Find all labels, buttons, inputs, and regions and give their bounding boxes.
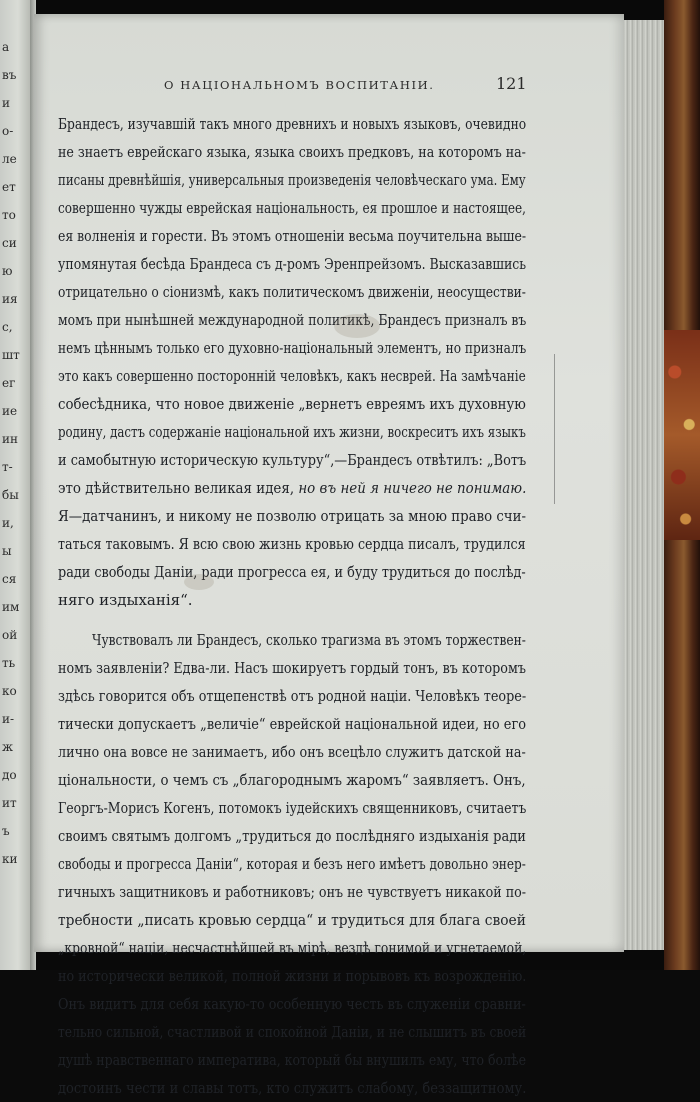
text-line: своимъ святымъ долгомъ „трудиться до послѣдняго издыханія ради bbox=[58, 827, 526, 845]
text-line: лично она вовсе не занимаетъ, ибо онъ всецѣло служитъ датской на- bbox=[58, 743, 526, 761]
left-page-fragment: ко bbox=[2, 684, 17, 698]
text-line: собесѣдника, что новое движеніе „вернетъ евреямъ ихъ духовную bbox=[58, 395, 526, 413]
left-page-fragment: ие bbox=[2, 404, 18, 418]
text-line: достоинъ чести и славы тотъ, кто служитъ слабому, беззащитному. bbox=[58, 1079, 527, 1097]
page-stain bbox=[184, 574, 214, 590]
left-page-fragment: то bbox=[2, 208, 16, 222]
text-line: няго издыханія“. bbox=[58, 591, 193, 609]
page-edges bbox=[624, 20, 664, 950]
text-line: ціональности, о чемъ съ „благороднымъ жаромъ“ заявляетъ. Онъ, bbox=[58, 771, 526, 789]
text-line: немъ цѣннымъ только его духовно-національный элементъ, но призналъ bbox=[58, 339, 527, 357]
text-line: номъ заявленіи? Едва-ли. Насъ шокируетъ гордый тонъ, въ которомъ bbox=[58, 659, 526, 677]
text-line: Онъ видитъ для себя какую-то особенную честь въ служеніи сравни- bbox=[58, 995, 526, 1013]
left-page-fragment: до bbox=[2, 768, 17, 782]
text-line: момъ при нынѣшней международной политикѣ, Брандесъ призналъ въ bbox=[58, 311, 527, 329]
left-page-fragment: о- bbox=[2, 124, 14, 138]
text-line: родину, дастъ содержаніе національной ихъ жизни, воскреситъ ихъ языкъ bbox=[58, 423, 526, 441]
text-line: это дѣйствительно великая идея, но въ ней я ничего не понимаю. bbox=[58, 479, 527, 497]
left-page-fragment: ет bbox=[2, 180, 16, 194]
text-line: ради свободы Даніи, ради прогресса ея, и буду трудиться до послѣд- bbox=[58, 563, 526, 581]
left-page-fragment: ы bbox=[2, 544, 12, 558]
text-line: гичныхъ защитниковъ и работниковъ; онъ не чувствуетъ никакой по- bbox=[58, 883, 527, 901]
text-line: Я—датчанинъ, и никому не позволю отрицать за мною право счи- bbox=[58, 507, 526, 525]
text-line: тически допускаетъ „величіе“ еврейской національной идеи, но его bbox=[58, 715, 526, 733]
text-line: здѣсь говорится объ отщепенствѣ отъ родной націи. Человѣкъ теоре- bbox=[58, 687, 527, 705]
left-page-fragment: и, bbox=[2, 516, 14, 530]
page-number: 121 bbox=[496, 74, 527, 93]
left-page-fragment: ю bbox=[2, 264, 13, 278]
left-page-fragment: и bbox=[2, 96, 10, 110]
text-line: но исторически великой, полной жизни и порывовъ къ возрожденію. bbox=[58, 967, 527, 985]
left-page-fragment: въ bbox=[2, 68, 17, 82]
left-page-fragment: a bbox=[2, 40, 10, 54]
left-page-fragment: ой bbox=[2, 628, 18, 642]
left-page-fragment: ле bbox=[2, 152, 17, 166]
left-page-fragment: им bbox=[2, 600, 20, 614]
left-page-fragment: бы bbox=[2, 488, 19, 502]
left-page-fragment: ит bbox=[2, 796, 17, 810]
left-page-fragment: ть bbox=[2, 656, 16, 670]
text-line: ея волненія и горести. Въ этомъ отношеніи весьма поучительна выше- bbox=[58, 227, 527, 245]
text-line: совершенно чужды еврейская національность, ея прошлое и настоящее, bbox=[58, 199, 526, 217]
text-line: отрицательно о сіонизмѣ, какъ политическомъ движеніи, неосуществи- bbox=[58, 283, 526, 301]
text-line: требности „писать кровью сердца“ и трудиться для блага своей bbox=[58, 911, 526, 929]
left-page-fragment: ся bbox=[2, 572, 17, 586]
marbled-edge bbox=[664, 330, 700, 540]
text-line: это какъ совершенно посторонній человѣкъ, какъ несврей. На замѣчаніе bbox=[58, 367, 526, 385]
text-line: Георгъ-Морисъ Когенъ, потомокъ іудейскихъ священниковъ, считаетъ bbox=[58, 799, 527, 817]
left-page-fragment: ки bbox=[2, 852, 18, 866]
text-line: и самобытную историческую культуру“,—Брандесъ отвѣтилъ: „Вотъ bbox=[58, 451, 527, 469]
left-page-fragment: си bbox=[2, 236, 17, 250]
page-stain bbox=[334, 314, 380, 338]
left-page-fragment: шт bbox=[2, 348, 20, 362]
pencil-margin-mark bbox=[554, 354, 555, 504]
text-line: упомянутая бесѣда Брандеса съ д-ромъ Эренпрейзомъ. Высказавшись bbox=[58, 255, 527, 273]
text-line: не знаетъ еврейскаго языка, языка своихъ предковъ, на которомъ на- bbox=[58, 143, 526, 161]
text-line: „кровной“ націи, несчастнѣйшей въ мірѣ, вездѣ гонимой и угнетаемой, bbox=[58, 939, 527, 957]
text-line: Брандесъ, изучавшій такъ много древнихъ и новыхъ языковъ, очевидно bbox=[58, 115, 527, 133]
left-page-fragment: т- bbox=[2, 460, 13, 474]
running-head: О НАЦІОНАЛЬНОМЪ ВОСПИТАНІИ. bbox=[164, 78, 435, 92]
text-line: тельно сильной, счастливой и спокойной Даніи, и не слышитъ въ своей bbox=[58, 1023, 527, 1041]
text-line: таться таковымъ. Я всю свою жизнь кровью сердца писалъ, трудился bbox=[58, 535, 526, 553]
left-facing-page bbox=[0, 0, 30, 970]
left-page-fragment: ин bbox=[2, 432, 18, 446]
leather-binding bbox=[664, 0, 700, 970]
left-page-fragment: ж bbox=[2, 740, 14, 754]
text-line: свободы и прогресса Даніи“, которая и безъ него имѣетъ довольно энер- bbox=[58, 855, 526, 873]
text-line: писаны древнѣйшія, универсальныя произведенія человѣческаго ума. Ему bbox=[58, 171, 526, 189]
book-page bbox=[34, 14, 624, 1097]
left-page-fragment: и- bbox=[2, 712, 15, 726]
left-page-fragment: ия bbox=[2, 292, 18, 306]
text-line: душѣ нравственнаго императива, который бы внушилъ ему, что болѣе bbox=[58, 1051, 526, 1069]
left-page-fragment: с, bbox=[2, 320, 13, 334]
left-page-fragment: ъ bbox=[2, 824, 10, 838]
page-header bbox=[34, 74, 624, 98]
text-line: Чувствовалъ ли Брандесъ, сколько трагизма въ этомъ торжествен- bbox=[92, 631, 526, 649]
left-page-fragment: ег bbox=[2, 376, 16, 390]
